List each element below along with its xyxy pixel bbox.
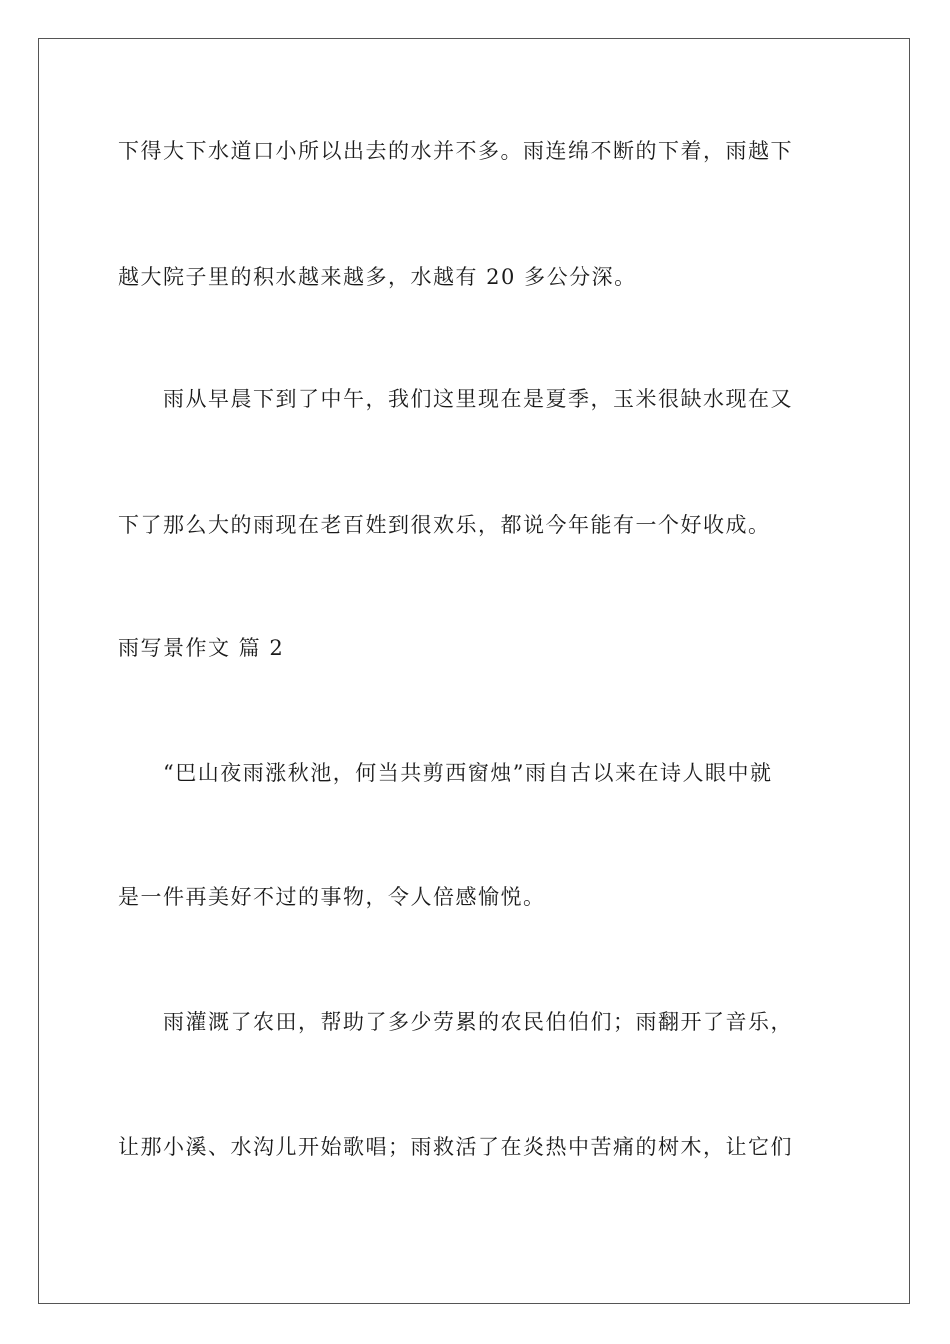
section-heading: 雨写景作文 篇 2: [118, 636, 285, 660]
paragraph-line: 越大院子里的积水越来越多，水越有 20 多公分深。: [118, 265, 637, 289]
paragraph-line: 下得大下水道口小所以出去的水并不多。雨连绵不断的下着，雨越下: [118, 139, 793, 163]
page-border: [38, 38, 910, 1304]
paragraph-line: 让那小溪、水沟儿开始歌唱；雨救活了在炎热中苦痛的树木，让它们: [118, 1135, 793, 1159]
paragraph-line: 雨从早晨下到了中午，我们这里现在是夏季，玉米很缺水现在又: [163, 387, 793, 411]
paragraph-line: 是一件再美好不过的事物，令人倍感愉悦。: [118, 885, 546, 909]
paragraph-line: 雨灌溉了农田，帮助了多少劳累的农民伯伯们；雨翻开了音乐，: [163, 1010, 793, 1034]
paragraph-line: “巴山夜雨涨秋池，何当共剪西窗烛”雨自古以来在诗人眼中就: [163, 761, 773, 785]
paragraph-line: 下了那么大的雨现在老百姓到很欢乐，都说今年能有一个好收成。: [118, 513, 771, 537]
